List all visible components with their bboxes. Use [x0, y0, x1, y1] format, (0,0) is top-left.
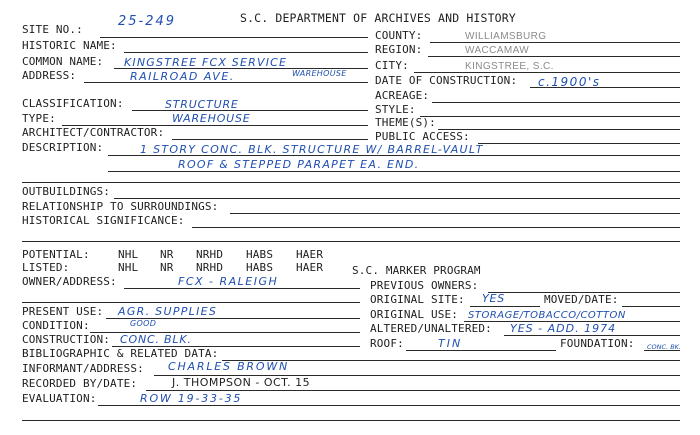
- relationship-line: [230, 213, 680, 214]
- themes-label: THEME(S):: [375, 116, 436, 129]
- classification-value: STRUCTURE: [165, 98, 239, 111]
- outbuildings-line: [114, 198, 680, 199]
- form-header: S.C. DEPARTMENT OF ARCHIVES AND HISTORY: [240, 11, 516, 25]
- evaluation-value: ROW 19-33-35: [140, 392, 243, 405]
- description-line-2: [108, 171, 680, 172]
- present-use-label: PRESENT USE:: [22, 305, 104, 318]
- owner-address-value: FCX - RALEIGH: [178, 275, 279, 288]
- address-note: WAREHOUSE: [292, 69, 347, 78]
- common-name-label: COMMON NAME:: [22, 55, 104, 68]
- type-label: TYPE:: [22, 112, 56, 125]
- description-value-1: 1 STORY CONC. BLK. STRUCTURE W/ BARREL-VAULT: [140, 143, 484, 156]
- historic-name-line: [124, 52, 368, 53]
- potential-habs: HABS: [246, 248, 274, 261]
- recorded-by-line: [146, 390, 680, 391]
- moved-date-line: [622, 306, 680, 307]
- site-no-line: [100, 37, 368, 38]
- owner-address-line-1: [124, 288, 360, 289]
- foundation-value: CONC. BK.: [647, 343, 681, 351]
- region-value: WACCAMAW: [465, 45, 530, 56]
- original-use-value: STORAGE/TOBACCO/COTTON: [468, 310, 626, 321]
- owner-address-label: OWNER/ADDRESS:: [22, 275, 117, 288]
- architect-label: ARCHITECT/CONTRACTOR:: [22, 126, 165, 139]
- listed-nrhd: NRHD: [196, 261, 224, 274]
- altered-line: [504, 335, 680, 336]
- owner-address-line-2: [22, 302, 360, 303]
- site-no-value: 25-249: [118, 14, 177, 29]
- region-label: REGION:: [375, 43, 423, 56]
- previous-owners-label: PREVIOUS OWNERS:: [370, 279, 479, 292]
- public-access-label: PUBLIC ACCESS:: [375, 130, 470, 143]
- listed-haer: HAER: [296, 261, 324, 274]
- foundation-label: FOUNDATION:: [560, 337, 635, 350]
- altered-label: ALTERED/UNALTERED:: [370, 322, 492, 335]
- type-value: WAREHOUSE: [172, 112, 251, 125]
- condition-value: GOOD: [130, 319, 157, 328]
- potential-nhl: NHL: [118, 248, 139, 261]
- architect-line: [172, 139, 368, 140]
- date-of-construction-label: DATE OF CONSTRUCTION:: [375, 74, 518, 87]
- potential-haer: HAER: [296, 248, 324, 261]
- recorded-by-label: RECORDED BY/DATE:: [22, 377, 138, 390]
- description-value-2: ROOF & STEPPED PARAPET EA. END.: [178, 158, 420, 171]
- construction-value: CONC. BLK.: [120, 333, 192, 346]
- potential-nr: NR: [160, 248, 174, 261]
- address-value: RAILROAD AVE.: [130, 70, 235, 83]
- outbuildings-label: OUTBUILDINGS:: [22, 185, 111, 198]
- original-site-label: ORIGINAL SITE:: [370, 293, 465, 306]
- style-line: [420, 116, 680, 117]
- public-access-line: [478, 143, 680, 144]
- informant-label: INFORMANT/ADDRESS:: [22, 362, 144, 375]
- moved-date-label: MOVED/DATE:: [544, 293, 619, 306]
- original-site-line: [470, 306, 540, 307]
- description-line-3: [22, 182, 680, 183]
- historic-name-label: HISTORIC NAME:: [22, 39, 117, 52]
- sc-marker-label: S.C. MARKER PROGRAM: [352, 264, 481, 277]
- themes-line: [438, 129, 680, 130]
- evaluation-line-2: [22, 420, 680, 421]
- classification-label: CLASSIFICATION:: [22, 97, 124, 110]
- city-value: KINGSTREE, S.C.: [465, 61, 554, 72]
- city-label: CITY:: [375, 59, 409, 72]
- bibliographic-label: BIBLIOGRAPHIC & RELATED DATA:: [22, 347, 219, 360]
- listed-habs: HABS: [246, 261, 274, 274]
- potential-nrhd: NRHD: [196, 248, 224, 261]
- condition-label: CONDITION:: [22, 319, 90, 332]
- original-site-value: YES: [482, 292, 506, 305]
- county-line: [430, 42, 680, 43]
- common-name-value: KINGSTREE FCX SERVICE: [124, 56, 288, 69]
- evaluation-line-1: [98, 405, 680, 406]
- historical-significance-line-1: [192, 227, 680, 228]
- county-value: WILLIAMSBURG: [465, 31, 547, 42]
- roof-value: TIN: [438, 337, 463, 350]
- roof-label: ROOF:: [370, 337, 404, 350]
- description-label: DESCRIPTION:: [22, 141, 104, 154]
- county-label: COUNTY:: [375, 29, 423, 42]
- acreage-line: [432, 102, 680, 103]
- historical-significance-line-2: [22, 241, 680, 242]
- roof-line: [406, 350, 556, 351]
- relationship-label: RELATIONSHIP TO SURROUNDINGS:: [22, 200, 219, 213]
- original-use-label: ORIGINAL USE:: [370, 308, 459, 321]
- listed-nhl: NHL: [118, 261, 139, 274]
- listed-label: LISTED:: [22, 261, 70, 274]
- evaluation-label: EVALUATION:: [22, 392, 97, 405]
- listed-nr: NR: [160, 261, 174, 274]
- present-use-value: AGR. SUPPLIES: [118, 305, 218, 318]
- recorded-by-value: J. THOMPSON - OCT. 15: [172, 376, 311, 389]
- bibliographic-line: [222, 360, 680, 361]
- address-label: ADDRESS:: [22, 69, 77, 82]
- potential-label: POTENTIAL:: [22, 248, 90, 261]
- date-of-construction-value: c.1900's: [538, 75, 601, 89]
- city-line: [414, 72, 680, 73]
- site-no-label: SITE NO.:: [22, 23, 83, 36]
- construction-label: CONSTRUCTION:: [22, 333, 111, 346]
- altered-value: YES - ADD. 1974: [510, 322, 617, 335]
- region-line: [428, 56, 680, 57]
- acreage-label: ACREAGE:: [375, 89, 430, 102]
- style-label: STYLE:: [375, 103, 416, 116]
- historical-significance-label: HISTORICAL SIGNIFICANCE:: [22, 214, 185, 227]
- informant-value: CHARLES BROWN: [168, 360, 290, 373]
